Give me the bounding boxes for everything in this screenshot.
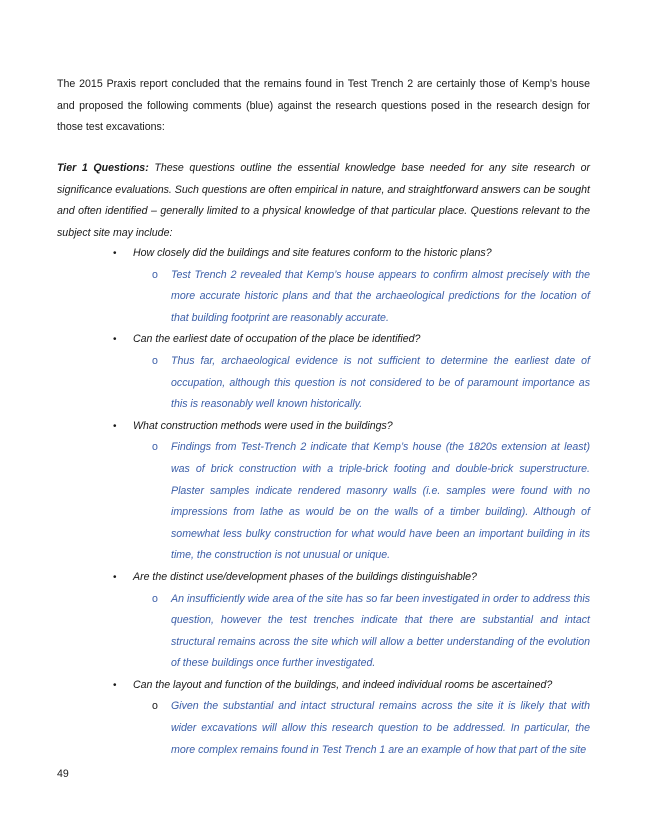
question-text: Can the layout and function of the buildings, and indeed individual rooms be ascertained? xyxy=(133,678,553,691)
sub-bullet-icon: o xyxy=(152,592,158,605)
question-item xyxy=(57,329,590,351)
answer-item xyxy=(57,696,590,761)
question-item xyxy=(57,243,590,265)
page-number: 49 xyxy=(57,768,69,780)
answer-text: Findings from Test-Trench 2 indicate that Kemp’s house (the 1820s extension at least) was of brick construction with a triple-brick footing and double-brick superstructure. Plaster samples indicate rendered masonry walls (i.e. samples were found with no impressions from lathe as would be on the walls of a timber building). Although of somewhat less bulky construction for what would have been an important building in its time, the construction is not unusual or unique. xyxy=(171,441,590,562)
answer-text: Given the substantial and intact structural remains across the site it is likely that with wider excavations will allow this research question to be addressed. In particular, the more complex remains found in Test Trench 1 are an example of how that part of the site xyxy=(171,700,590,756)
sub-bullet-icon: o xyxy=(152,354,158,367)
answer-item xyxy=(57,351,590,416)
bullet-icon: • xyxy=(113,679,117,691)
bullet-icon: • xyxy=(113,571,117,583)
sub-bullet-icon: o xyxy=(152,700,158,713)
answer-text: Test Trench 2 revealed that Kemp’s house appears to confirm almost precisely with the more accurate historic plans and that the archaeological predictions for the location of that building footprint are reasonably accurate. xyxy=(171,268,590,324)
tier1-paragraph xyxy=(57,158,590,244)
bullet-icon: • xyxy=(113,420,117,432)
question-item xyxy=(57,675,590,697)
answer-item xyxy=(57,265,590,330)
answer-text: Thus far, archaeological evidence is not sufficient to determine the earliest date of occupation, although this question is not considered to be of paramount importance as this is reasonably well known historically. xyxy=(171,354,590,411)
question-item xyxy=(57,416,590,438)
question-text: Can the earliest date of occupation of the place be identified? xyxy=(133,333,421,346)
answer-text: An insufficiently wide area of the site has so far been investigated in order to address this question, however the test trenches indicate that there are substantial and intact structural remains across the site which will allow a better understanding of the evolution of these buildings once further investigated. xyxy=(171,592,590,670)
bullet-icon: • xyxy=(113,334,117,346)
intro-paragraph: The 2015 Praxis report concluded that the remains found in Test Trench 2 are certainly those of Kemp’s house and proposed the following comments (blue) against the research questions posed in the research design for those test excavations: xyxy=(57,78,590,134)
answer-item xyxy=(57,589,590,675)
sub-bullet-icon: o xyxy=(152,441,158,454)
research-questions-list xyxy=(57,243,590,761)
question-text: How closely did the buildings and site features conform to the historic plans? xyxy=(133,247,492,259)
answer-item xyxy=(57,437,590,567)
sub-bullet-icon: o xyxy=(152,268,158,281)
question-text: Are the distinct use/development phases of the buildings distinguishable? xyxy=(133,570,477,583)
tier1-label: Tier 1 Questions: xyxy=(57,162,149,174)
question-item xyxy=(57,567,590,589)
tier1-text: These questions outline the essential knowledge base needed for any site research or significance evaluations. Such questions are often empirical in nature, and straightforward answers can be sought and often identified – generally limited to a physical knowledge of that particular place. Questions relevant to the subject site may include: xyxy=(57,162,590,239)
question-text: What construction methods were used in the buildings? xyxy=(133,419,393,432)
bullet-icon: • xyxy=(113,248,117,259)
